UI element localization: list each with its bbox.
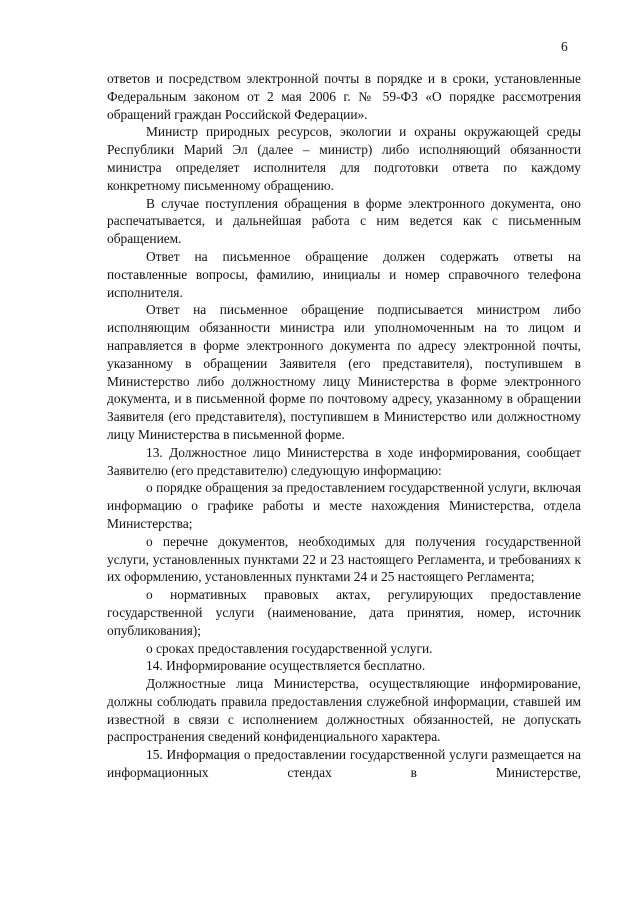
paragraph-item-15: 15. Информация о предоставлении государственной услуги размещается на информационных стендах в Министерстве, (107, 747, 581, 781)
document-body (107, 70, 581, 782)
paragraph-continuation: ответов и посредством электронной почты в порядке и в сроки, установленные Федеральным законом от 2 мая 2006 г. № 59-ФЗ «О порядке рассмотрения обращений граждан Российской Федерации». (107, 71, 581, 122)
paragraph-officials-rules: Должностные лица Министерства, осуществляющие информирование, должны соблюдать правила предоставления служебной информации, ставшей им известной в связи с исполнением должностных обязанностей, не допускать распространения сведений конфиденциального характера. (107, 676, 581, 745)
paragraph-minister-assigns: Министр природных ресурсов, экологии и охраны окружающей среды Республики Марий Эл (далее – министр) либо исполняющий обязанности министра определяет исполнителя для подготовки ответа по каждому конкретному письменному обращению. (107, 124, 581, 193)
paragraph-info-legal-acts: о нормативных правовых актах, регулирующих предоставление государственной услуги (наименование, дата принятия, номер, источник опубликования); (107, 587, 581, 638)
paragraph-answer-content: Ответ на письменное обращение должен содержать ответы на поставленные вопросы, фамилию, инициалы и номер справочного телефона исполнителя. (107, 248, 581, 300)
paragraph-item-13: 13. Должностное лицо Министерства в ходе информирования, сообщает Заявителю (его представителю) следующую информацию: (107, 444, 581, 478)
paragraph-info-documents: о перечне документов, необходимых для получения государственной услуги, установленных пунктами 22 и 23 настоящего Регламента, и требованиях к их оформлению, установленных пунктами 24 и 25 настоящего Регламента; (107, 533, 581, 585)
paragraph-item-14: 14. Информирование осуществляется бесплатно. (146, 658, 426, 674)
paragraph-info-order: о порядке обращения за предоставлением государственной услуги, включая информацию о графике работы и месте нахождения Министерства, отдела Министерства; (107, 480, 581, 531)
page-number: 6 (561, 39, 568, 54)
paragraph-answer-signing: Ответ на письменное обращение подписывается министром либо исполняющим обязанности министра или уполномоченным на то лицом и направляется в форме электронного документа по адресу электронной почты, указанному в обращении Заявителя (его представителя), поступившем в Министерство либо должностному лицу Министерства в форме электронного документа, и в письменной форме по почтовому адресу, указанному в обращении Заявителя (его представителя), поступившем в Министерство или должностному лицу Министерства в письменной форме. (107, 302, 581, 442)
paragraph-info-terms: о сроках предоставления государственной услуги. (146, 640, 433, 656)
paragraph-electronic-request: В случае поступления обращения в форме электронного документа, оно распечатывается, и дальнейшая работа с ним ведется как с письменным обращением. (107, 195, 581, 247)
